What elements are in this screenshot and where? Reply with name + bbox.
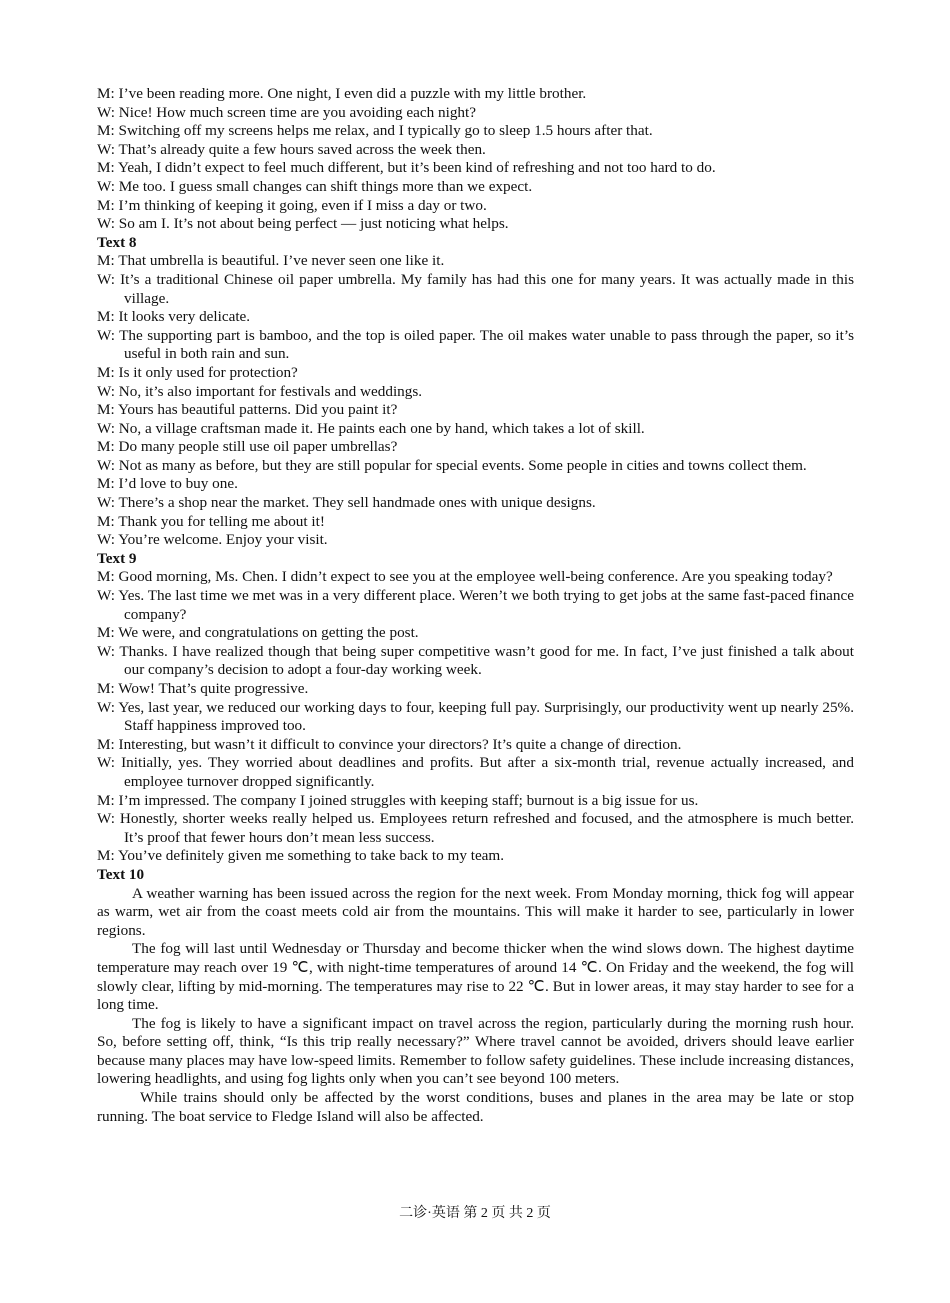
page-footer: 二诊·英语 第 2 页 共 2 页 [399, 1206, 551, 1221]
dialog-line: W: Me too. I guess small changes can shift things more than we expect. [97, 177, 533, 195]
dialog-line: M: Do many people still use oil paper umbrellas? [97, 438, 398, 456]
dialog-line: W: There’s a shop near the market. They sell handmade ones with unique designs. [97, 494, 596, 512]
dialog-line: M: Yours has beautiful patterns. Did you paint it? [97, 401, 398, 419]
dialog-line: M: Is it only used for protection? [97, 363, 298, 381]
dialog-line: W: No, it’s also important for festivals and weddings. [97, 382, 423, 400]
dialog-line: W: Nice! How much screen time are you avoiding each night? [97, 103, 476, 121]
section-heading: Text 10 [97, 865, 145, 883]
dialog-line: W: That’s already quite a few hours saved across the week then. [97, 140, 486, 158]
dialog-line: M: Yeah, I didn’t expect to feel much different, but it’s been kind of refreshing and not too hard to do. [97, 159, 716, 177]
paragraph: The fog will last until Wednesday or Thursday and become thicker when the wind slows down. The highest daytime temperature may reach over 19 ℃, with night-time temperatures of around 14 ℃. On Friday and the weekend, the fog will slowly clear, lifting by mid-morning. The temperatures may rise to 22 ℃. But in lower areas, it may stay harder to see for a long time. [97, 940, 854, 1014]
dialog-line: M: I’m impressed. The company I joined struggles with keeping staff; burnout is a big issue for us. [97, 791, 699, 809]
dialog-line: M: It looks very delicate. [97, 308, 251, 326]
dialog-line: M: I’m thinking of keeping it going, even if I miss a day or two. [97, 196, 487, 214]
dialog-line: W: The supporting part is bamboo, and the top is oiled paper. The oil makes water unable to pass through the paper, so it’s useful in both rain and sun. [97, 326, 854, 363]
dialog-line: W: Thanks. I have realized though that being super competitive wasn’t good for me. In fact, I’ve just finished a talk about our company’s decision to adopt a four-day working week. [97, 642, 854, 679]
section-heading: Text 8 [97, 233, 137, 251]
dialog-line: W: Honestly, shorter weeks really helped us. Employees return refreshed and focused, and the atmosphere is much better. It’s proof that fewer hours don’t mean less success. [97, 810, 854, 846]
dialog-line: M: I’d love to buy one. [97, 475, 238, 493]
dialog-line: M: I’ve been reading more. One night, I even did a puzzle with my little brother. [97, 85, 587, 102]
dialog-line: M: That umbrella is beautiful. I’ve never seen one like it. [97, 252, 445, 270]
dialog-line: M: Thank you for telling me about it! [97, 512, 325, 530]
paragraph: A weather warning has been issued across the region for the next week. From Monday morning, thick fog will appear as warm, wet air from the coast meets cold air from the mountains. This will make it harder to see, particularly in lower regions. [97, 884, 854, 939]
paragraph: The fog is likely to have a significant impact on travel across the region, particularly during the morning rush hour. So, before setting off, think, “Is this trip really necessary?” Where travel cannot be avoided, drivers should leave earlier because many places may have low-speed limits. Remember to follow safety guidelines. These include increasing distances, lowering headlights, and using fog lights only when you can’t see beyond 100 meters. [97, 1014, 854, 1088]
dialog-line: W: You’re welcome. Enjoy your visit. [97, 531, 328, 549]
paragraph: While trains should only be affected by the worst conditions, buses and planes in the area may be late or stop running. The boat service to Fledge Island will also be affected. [97, 1089, 854, 1125]
dialog-line: W: It’s a traditional Chinese oil paper umbrella. My family has had this one for many years. It was actually made in this village. [97, 270, 854, 307]
dialog-line: W: Yes. The last time we met was in a very different place. Weren’t we both trying to get jobs at the same fast-paced finance company? [97, 587, 854, 623]
dialog-line: W: So am I. It’s not about being perfect — just noticing what helps. [97, 215, 509, 233]
document-body [97, 85, 854, 1126]
dialog-line: M: We were, and congratulations on getting the post. [97, 624, 419, 642]
dialog-line: W: Initially, yes. They worried about deadlines and profits. But after a six-month trial, revenue actually increased, and employee turnover dropped significantly. [97, 754, 854, 790]
dialog-line: W: No, a village craftsman made it. He paints each one by hand, which takes a lot of skill. [97, 419, 645, 437]
dialog-line: M: Good morning, Ms. Chen. I didn’t expect to see you at the employee well-being conference. Are you speaking today? [97, 568, 833, 586]
dialog-line: W: Yes, last year, we reduced our working days to four, keeping full pay. Surprisingly, our productivity went up nearly 25%. Staff happiness improved too. [97, 698, 854, 735]
dialog-line: M: You’ve definitely given me something to take back to my team. [97, 847, 505, 865]
dialog-line: M: Wow! That’s quite progressive. [97, 680, 309, 697]
dialog-line: M: Switching off my screens helps me relax, and I typically go to sleep 1.5 hours after that. [97, 122, 653, 140]
dialog-line: W: Not as many as before, but they are still popular for special events. Some people in cities and towns collect them. [97, 456, 807, 474]
dialog-line: M: Interesting, but wasn’t it difficult to convince your directors? It’s quite a change of direction. [97, 735, 682, 753]
section-heading: Text 9 [97, 549, 137, 567]
